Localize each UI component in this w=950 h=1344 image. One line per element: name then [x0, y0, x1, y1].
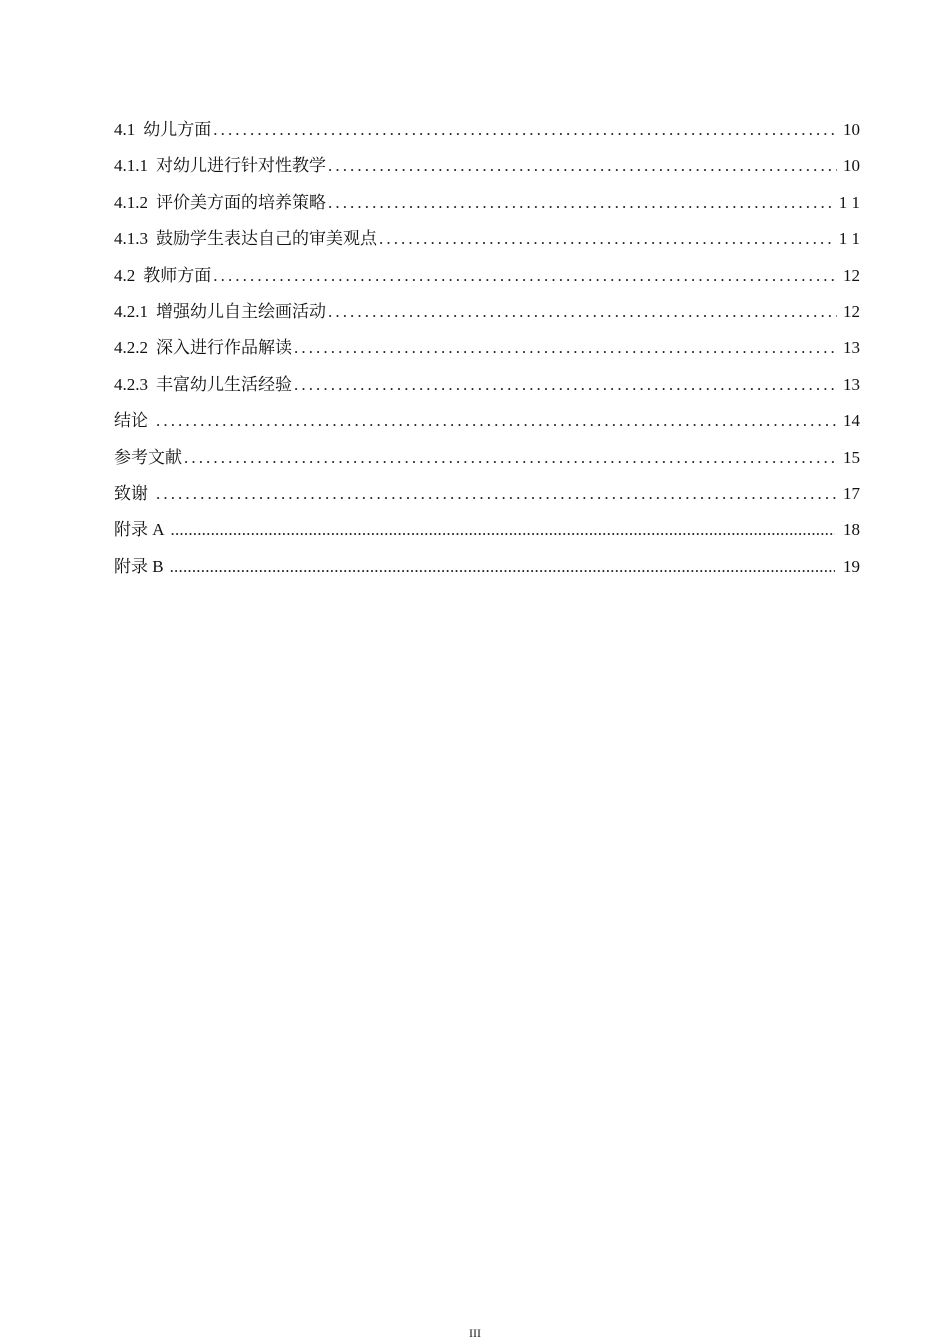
dot-leader	[156, 403, 837, 439]
dot-leader	[170, 549, 835, 585]
toc-entry-number: 4.2	[114, 265, 136, 285]
toc-entry-4-1-1[interactable]	[114, 148, 860, 184]
dot-leader	[213, 112, 837, 148]
toc-entry-number: 4.2.1	[114, 301, 148, 321]
toc-entry-title: 深入进行作品解读	[156, 338, 292, 358]
toc-entry-number: 4.1.2	[114, 192, 148, 212]
toc-entry-title: 致谢	[114, 483, 148, 503]
toc-entry-page: 17	[843, 483, 860, 503]
toc-entry-4-2-2[interactable]	[114, 330, 860, 366]
dot-leader	[184, 440, 837, 476]
page-number-footer: III	[469, 1326, 481, 1340]
toc-entry-page: 1 1	[838, 192, 860, 212]
toc-entry-title: 参考文献	[114, 447, 182, 467]
dot-leader	[213, 258, 837, 294]
toc-entry-conclusion[interactable]	[114, 403, 860, 439]
toc-entry-title: 附录 A	[114, 520, 165, 540]
toc-entry-title: 附录 B	[114, 556, 164, 576]
toc-entry-page: 18	[843, 520, 860, 540]
toc-entry-4-1[interactable]	[114, 112, 860, 148]
toc-entry-title: 丰富幼儿生活经验	[156, 374, 292, 394]
toc-entry-title: 结论	[114, 411, 148, 431]
toc-entry-appendix-b[interactable]	[114, 549, 860, 585]
toc-entry-page: 13	[843, 338, 860, 358]
toc-entry-title: 对幼儿进行针对性教学	[156, 156, 326, 176]
toc-entry-page: 1 1	[838, 229, 860, 249]
toc-entry-appendix-a[interactable]	[114, 512, 860, 548]
toc-entry-page: 14	[843, 411, 860, 431]
toc-entry-4-2[interactable]	[114, 258, 860, 294]
toc-entry-title: 教师方面	[143, 265, 212, 285]
toc-entry-title: 鼓励学生表达自己的审美观点	[156, 229, 377, 249]
toc-entry-4-2-3[interactable]	[114, 367, 860, 403]
toc-entry-number: 4.1.1	[114, 156, 148, 176]
toc-entry-page: 10	[843, 120, 860, 139]
dot-leader	[156, 476, 837, 512]
dot-leader	[171, 512, 835, 548]
table-of-contents	[114, 112, 860, 585]
toc-entry-4-2-1[interactable]	[114, 294, 860, 330]
dot-leader	[328, 294, 837, 330]
toc-entry-title: 增强幼儿自主绘画活动	[156, 301, 326, 321]
dot-leader	[379, 221, 833, 257]
toc-entry-page: 15	[843, 447, 860, 467]
toc-entry-page: 12	[843, 301, 860, 321]
toc-entry-4-1-3[interactable]	[114, 221, 860, 257]
dot-leader	[328, 148, 837, 184]
toc-entry-4-1-2[interactable]	[114, 185, 860, 221]
toc-entry-number: 4.2.2	[114, 338, 148, 358]
toc-entry-number: 4.2.3	[114, 374, 148, 394]
toc-entry-acknowledgements[interactable]	[114, 476, 860, 512]
dot-leader	[328, 185, 833, 221]
toc-entry-page: 10	[843, 156, 860, 176]
toc-entry-page: 13	[843, 374, 860, 394]
dot-leader	[294, 367, 837, 403]
toc-entry-page: 19	[843, 556, 860, 576]
dot-leader	[294, 330, 837, 366]
toc-entry-page: 12	[843, 265, 860, 285]
toc-entry-title: 幼儿方面	[143, 120, 212, 139]
toc-entry-number: 4.1	[114, 120, 136, 139]
toc-entry-number: 4.1.3	[114, 229, 148, 249]
toc-entry-title: 评价美方面的培养策略	[156, 192, 326, 212]
toc-entry-references[interactable]	[114, 440, 860, 476]
